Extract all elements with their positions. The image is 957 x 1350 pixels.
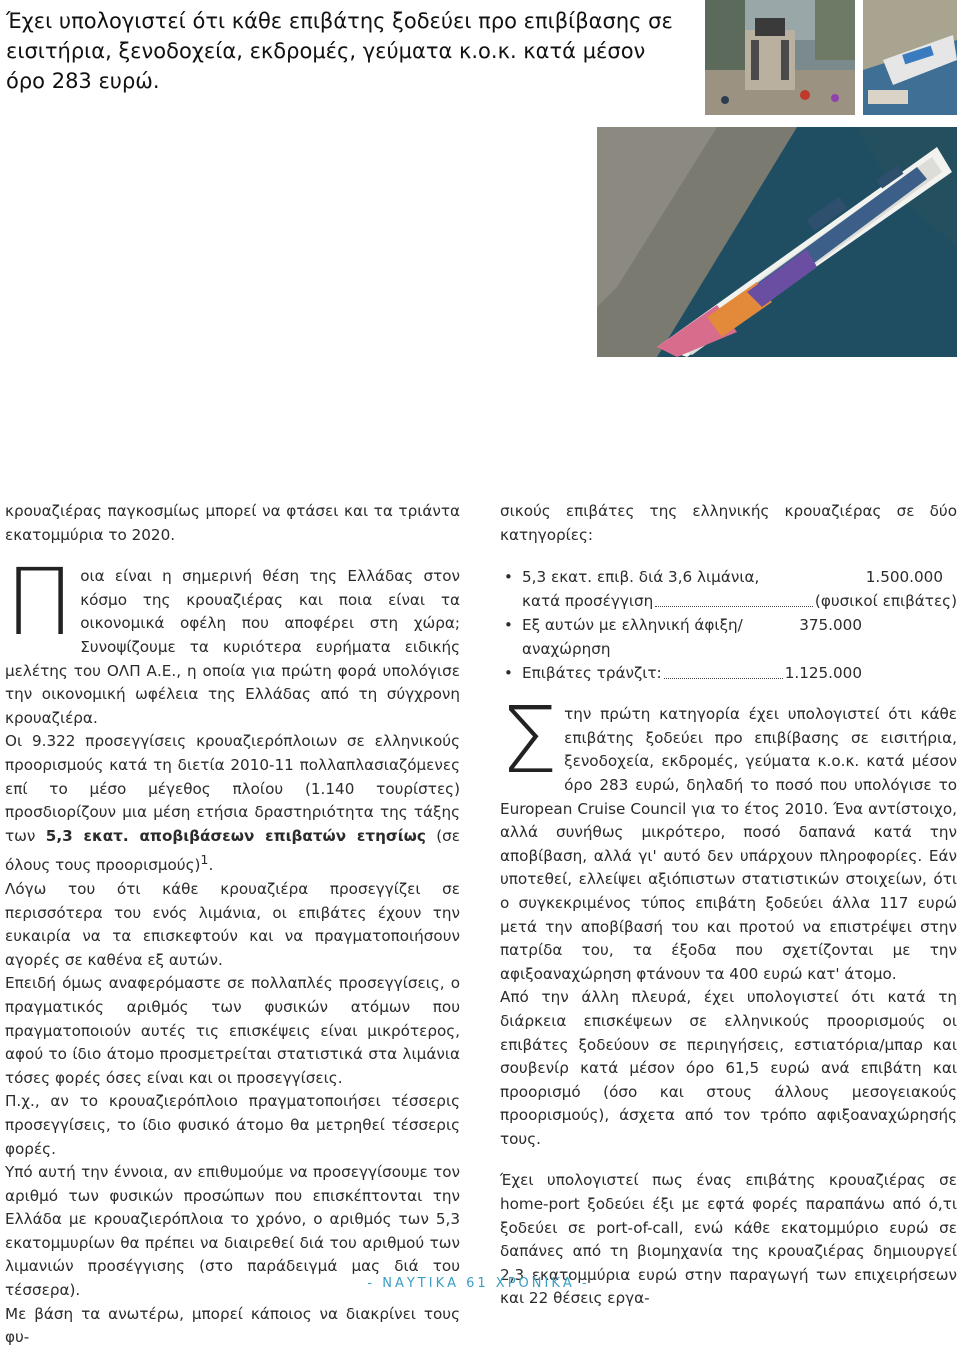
footnote-marker: 1 xyxy=(200,852,209,868)
right-intro: σικούς επιβάτες της ελληνικής κρουαζιέρας σε δύο κατηγορίες: xyxy=(500,502,957,544)
right-lead-paragraph xyxy=(500,687,957,986)
dropcap-letter: Π xyxy=(5,549,75,657)
left-paragraph-4: Π.χ., αν το κρουαζιερόπλοιο πραγματοποιήσει τέσσερις προσεγγίσεις, το ίδιο φυσικό άτομο θα μετρηθεί τέσσερις φορές. xyxy=(5,1092,460,1158)
square-photo-icon xyxy=(705,0,855,115)
right-paragraph-3: Έχει υπολογιστεί πως ένας επιβάτης κρουαζιέρας σε home-port ξοδεύει έξι με εφτά φορές παραπάνω από ό,τι ξοδεύει σε port-of-call, ενώ κάθε εκατομμύριο ευρώ σε δαπάνες από τη βιομηχανία της κρουαζιέρας δημιουργεί 2,3 εκατομμύρια ευρώ στην παραγωγή των επιχειρήσεων και 22 θέσεις εργα- xyxy=(500,1171,957,1308)
left-lead-text: οια είναι η σημερινή θέση της Ελλάδας στον κόσμο της κρουαζιέρας και ποια είναι τα οικονομικά οφέλη που αποφέρει στη χώρα; Συνοψίζουμε τα κυριότερα ευρήματα ειδικής μελέτης του ΟΛΠ Α.Ε., η οποία για πρώτη φορά υπολόγισε την οικονομική ωφέλεια της Ελλάδας από τη σύγχρονη κρουαζιέρα. xyxy=(5,567,460,727)
page-footer: - ΝΑΥΤΙΚΑ 61 ΧΡΟΝΙΚΑ - xyxy=(367,1276,590,1291)
right-column xyxy=(500,500,957,1311)
seafront-photo-icon xyxy=(863,0,957,115)
left-intro: κρουαζιέρας παγκοσμίως μπορεί να φτάσει και τα τριάντα εκατομμύρια το 2020. xyxy=(5,502,460,544)
left-paragraph-3: Επειδή όμως αναφερόμαστε σε πολλαπλές προσεγγίσεις, ο πραγματικός αριθμός των φυσικών ατόμων που πραγματοποιούν αυτές τις επισκέψεις είναι μικρότερος, αφού το ίδιο άτομο προσμετρείται στατιστικά στα λιμάνια τόσες φορές όσες είναι και οι προσεγγίσεις. xyxy=(5,974,460,1087)
left-paragraph-6: Με βάση τα ανωτέρω, μπορεί κάποιος να διακρίνει τους φυ- xyxy=(5,1304,460,1347)
list-item: • Επιβάτες τράνζιτ: 1.125.000 xyxy=(500,661,957,685)
right-lead-text: την πρώτη κατηγορία έχει υπολογιστεί ότι κάθε επιβάτης ξοδεύει προ επιβίβασης σε εισιτήρια, ξενοδοχεία, εκδρομές, γεύματα κ.ο.κ. κατά μέσον όρο 283 ευρώ, δηλαδή το ποσό που υπολόγισε το European Cruise Council για το έτος 2010. Ένα αντίστοιχο, αλλά συνήθως μικρότερο, ποσό δαπανά κατά την αποβίβαση, αλλά γι' αυτό δεν υπάρχουν πληροφορίες. Εάν υποτεθεί, ελλείψει αξιόπιστων στατιστικών στοιχείων, ότι ο συγκεκριμένος τύπος επιβάτη ξοδεύει άλλα 117 ευρώ μετά την αποβίβασή του και προτού να επιστρέψει στην πατρίδα του, τα έξοδα που σχετίζονται με την αφιξοαναχώρηση φτάνουν τα 400 ευρώ κατ' άτομο. xyxy=(500,705,957,983)
list-item: • 5,3 εκατ. επιβ. διά 3,6 λιμάνια, 1.500.000 κατά προσέγγιση (φυσικοί επιβάτες) xyxy=(500,565,957,613)
left-paragraph-5: Υπό αυτή την έννοια, αν επιθυμούμε να προσεγγίσουμε τον αριθμό των φυσικών προσώπων που επισκέπτονται την Ελλάδα με κρουαζιερόπλοια το χρόνο, ο αριθμός των 5,3 εκατομμυρίων θα πρέπει να διαιρεθεί διά του αριθμού των λιμανιών προσέγγισης (στο παράδειγμά μας διά του τέσσερα). xyxy=(5,1163,460,1300)
right-paragraph-2: Από την άλλη πλευρά, έχει υπολογιστεί ότι κατά τη διάρκεια επισκέψεων σε ελληνικούς προορισμούς οι επιβάτες ξοδεύουν σε περιηγήσεις, εστιατόρια/μπαρ και σουβενίρ κατά μέσον όρο 61,5 ευρώ ανά επιβάτη και προορισμό (όσο και στους άλλους μεσογειακούς προορισμούς), άσχετα από τον τρόπο αφιξοαναχώρησής τους. xyxy=(500,988,957,1148)
passenger-list xyxy=(500,565,957,685)
list-item: • Εξ αυτών με ελληνική άφιξη/αναχώρηση 375.000 xyxy=(500,613,957,661)
bold-figure: 5,3 εκατ. αποβιβάσεων επιβατών ετησίως xyxy=(45,826,426,845)
left-paragraph-1: Οι 9.322 προσεγγίσεις κρουαζιερόπλοιων σε ελληνικούς προορισμούς κατά τη διετία 2010-11 πολλαπλασιαζόμενες επί το μέσο μέγεθος πλοίου (1.140 τουρίστες) προσδιορίζουν μια μέση ετήσια δραστηριότητα της τάξης των 5,3 εκατ. αποβιβάσεων επιβατών ετησίως (σε όλους τους προορισμούς)$^1$. xyxy=(5,732,460,875)
cruise-ship-photo-icon xyxy=(597,127,957,357)
left-column xyxy=(5,500,460,1350)
pull-quote: Έχει υπολογιστεί ότι κάθε επιβάτης ξοδεύει προ επιβίβασης σε εισιτήρια, ξενοδοχεία, εκδρομές, γεύματα κ.ο.κ. κατά μέσον όρο 283 ευρώ. xyxy=(6,9,673,93)
left-lead-paragraph xyxy=(5,549,460,730)
dropcap-letter: Σ xyxy=(500,687,559,795)
left-paragraph-2: Λόγω του ότι κάθε κρουαζιέρα προσεγγίζει σε περισσότερα του ενός λιμάνια, οι επιβάτες έχουν την ευκαιρία να τα επισκεφτούν και να πραγματοποιήσουν αγορές σε καθένα εξ αυτών. xyxy=(5,879,460,969)
